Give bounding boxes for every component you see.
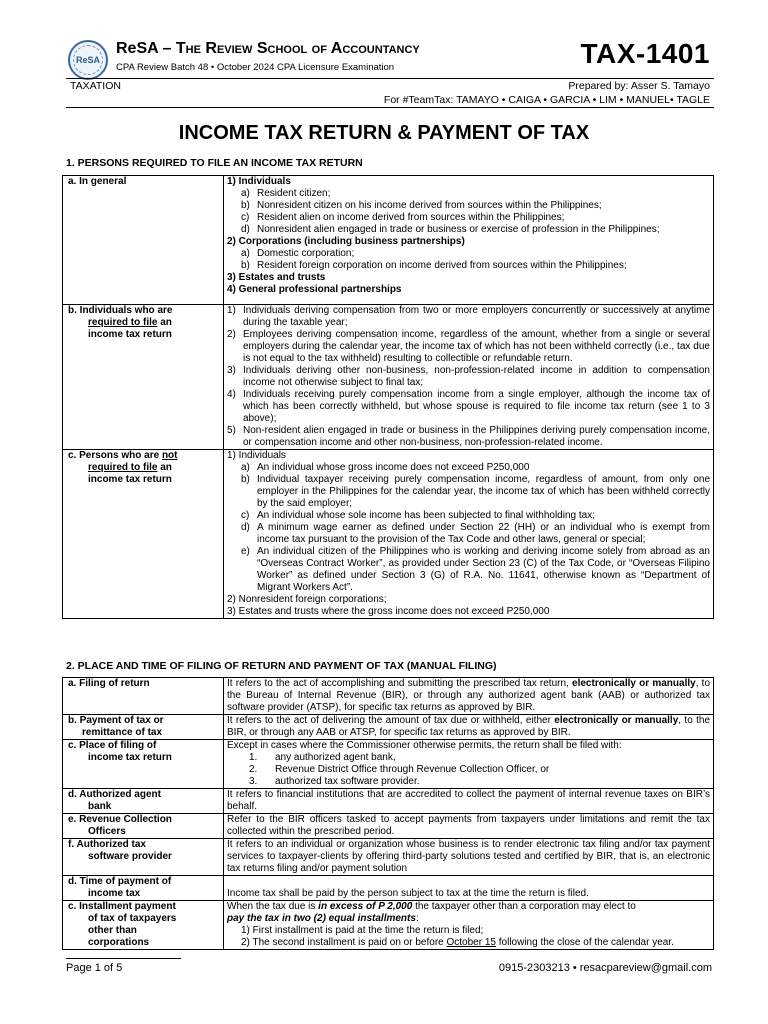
table-row: [63, 789, 714, 814]
resa-logo: ReSA: [68, 40, 108, 80]
list-item: 2) Nonresident foreign corporations;: [227, 594, 387, 605]
document-code: TAX-1401: [580, 38, 710, 69]
table-row: [63, 814, 714, 839]
row-label: b. Payment of tax or remittance of tax: [63, 715, 224, 740]
row-content: Income tax shall be paid by the person subject to tax at the time the return is filed.: [224, 876, 714, 901]
row-label: c. Installment payment of tax of taxpayers other than corporations: [63, 901, 224, 950]
row-label: a. Filing of return: [63, 678, 224, 715]
list-item: a) An individual whose gross income does not exceed P250,000: [241, 462, 530, 473]
page-number: Page 1 of 5: [66, 962, 123, 974]
subheading: 3) Estates and trusts: [227, 272, 326, 283]
table-row: [63, 876, 714, 901]
list-item: b) Nonresident citizen on his income derived from sources within the Philippines;: [241, 200, 602, 211]
table-row: [63, 715, 714, 740]
page-title: INCOME TAX RETURN & PAYMENT OF TAX: [178, 122, 590, 144]
footer-divider: [66, 958, 181, 959]
list-item: d) Nonresident alien engaged in trade or business or exercise of profession in the Philippines;: [241, 224, 660, 235]
team-line: For #TeamTax: TAMAYO • CAIGA • GARCIA • LIM • MANUEL• TAGLE: [383, 94, 710, 106]
table-row: [63, 740, 714, 789]
row-content: Except in cases where the Commissioner otherwise permits, the return shall be filed with: 1. any authorized agent bank, 2. Revenue District Office through Revenue Collection Officer, or 3. authorized tax software provider.: [224, 740, 714, 789]
row-label: a. In general: [63, 176, 224, 305]
list-item: c) An individual whose sole income has been subjected to final withholding tax;: [241, 510, 595, 521]
section-2-heading: 2. PLACE AND TIME OF FILING OF RETURN AND PAYMENT OF TAX (MANUAL FILING): [66, 660, 497, 672]
list-item: 2) Employees deriving compensation income, regardless of the amount, whether from a single or several employers during the calendar year, the income tax of which has not been withheld correctly (i.e., tax due is not equal to the tax withheld) resulting to collectible or refundable return.: [227, 329, 710, 364]
subheading: 4) General professional partnerships: [227, 284, 402, 295]
list-item: 1) Individuals deriving compensation from two or more employers concurrently or successively at anytime during the taxable year;: [227, 305, 710, 328]
header-bottom-divider: [66, 107, 714, 108]
table-row: [63, 678, 714, 715]
row-content: When the tax due is in excess of P 2,000 the taxpayer other than a corporation may elect to pay the tax in two (2) equal installments: 1) First installment is paid at the time the return is filed; 2) The second installment is paid on or before October 15 following the close of the calendar year.: [224, 901, 714, 950]
list-item: b) Individual taxpayer receiving purely compensation income, regardless of amount, from only one employer in the Philippines for the calendar year, the income tax of which has been withheld correctly by the said employer;: [241, 474, 710, 509]
row-label: d. Authorized agent bank: [63, 789, 224, 814]
list-item: 4) Individuals receiving purely compensation income from a single employer, although the income tax of which has been correctly withheld, but whose spouse is required to file income tax return (see 1 to 3 above);: [227, 389, 710, 424]
subheading: 1) Individuals: [227, 176, 291, 187]
list-item: 3. authorized tax software provider.: [249, 776, 420, 787]
contact-info: 0915-2303213 • resacpareview@gmail.com: [498, 962, 712, 974]
list-item: c) Resident alien on income derived from sources within the Philippines;: [241, 212, 565, 223]
row-label: c. Place of filing of income tax return: [63, 740, 224, 789]
list-item: b) Resident foreign corporation on income derived from sources within the Philippines;: [241, 260, 627, 271]
row-label: c. Persons who are not required to file an income tax return: [63, 450, 224, 619]
header-divider: [66, 78, 714, 79]
list-item: 1. any authorized agent bank,: [249, 752, 396, 763]
table-row: [63, 176, 714, 305]
row-content: Refer to the BIR officers tasked to accept payments from taxpayers under limitations and remit the tax collected within the prescribed period.: [224, 814, 714, 839]
row-content: [224, 450, 714, 619]
row-content: It refers to the act of accomplishing and submitting the prescribed tax return, electronically or manually, to the Bureau of Internal Revenue (BIR), or through any authorized agent bank (AAB) or authorized tax software provider (ATSP), for specific tax returns as approved by BIR.: [224, 678, 714, 715]
list-item: 3) Estates and trusts where the gross income does not exceed P250,000: [227, 606, 550, 617]
row-content: It refers to an individual or organization whose business is to render electronic tax filing and/or tax payment services to taxpayer-clients by offering third-party solutions tested and certified by BIR, that is, an electronic tax returns filing and/or payment solution: [224, 839, 714, 876]
batch-line: CPA Review Batch 48 • October 2024 CPA Licensure Examination: [116, 62, 395, 73]
row-content: It refers to financial institutions that are accredited to collect the payment of internal revenue taxes on BIR’s behalf.: [224, 789, 714, 814]
subheading: 1) Individuals: [227, 450, 286, 461]
list-item: 5) Non-resident alien engaged in trade or business in the Philippines deriving purely compensation income, or compensation income and other non-business, non-profession-related income.: [227, 425, 710, 448]
list-item: 2. Revenue District Office through Revenue Collection Officer, or: [249, 764, 550, 775]
subject-label: TAXATION: [70, 80, 121, 92]
row-label: f. Authorized tax software provider: [63, 839, 224, 876]
list-item: a) Domestic corporation;: [241, 248, 355, 259]
list-item: 3) Individuals deriving other non-business, non-profession-related income in addition to compensation income not otherwise subject to final tax;: [227, 365, 710, 388]
list-item: a) Resident citizen;: [241, 188, 331, 199]
prepared-by: Prepared by: Asser S. Tamayo: [568, 80, 710, 92]
table-row: [63, 450, 714, 619]
row-label: b. Individuals who are required to file an income tax return: [63, 305, 224, 450]
row-label: e. Revenue Collection Officers: [63, 814, 224, 839]
persons-required-table: [62, 175, 714, 619]
subheading: 2) Corporations (including business partnerships): [227, 236, 465, 247]
list-item: e) An individual citizen of the Philippines who is working and deriving income solely from abroad as an “Overseas Contract Worker”, as provided under Section 23 (C) of the Tax Code, or “Overseas Filipino Worker” as defined under Section 3 (G) of R.A. No. 11641, otherwise known as “Department of Migrant Workers Act”.: [241, 546, 710, 593]
filing-payment-table: [62, 677, 714, 950]
table-row: [63, 305, 714, 450]
table-row: [63, 901, 714, 950]
row-content: [224, 176, 714, 305]
row-content: [224, 305, 714, 450]
section-1-heading: 1. PERSONS REQUIRED TO FILE AN INCOME TAX RETURN: [66, 157, 363, 169]
school-name: ReSA – The Review School of Accountancy: [116, 40, 420, 57]
list-item: d) A minimum wage earner as defined under Section 22 (HH) or an individual who is exempt from income tax pursuant to the provision of the Tax Code and other laws, general or special;: [241, 522, 710, 545]
row-label: d. Time of payment of income tax: [63, 876, 224, 901]
table-row: [63, 839, 714, 876]
row-content: It refers to the act of delivering the amount of tax due or withheld, either electronically or manually, to the BIR, or through any AAB or ATSP, for specific tax returns as approved by BIR.: [224, 715, 714, 740]
